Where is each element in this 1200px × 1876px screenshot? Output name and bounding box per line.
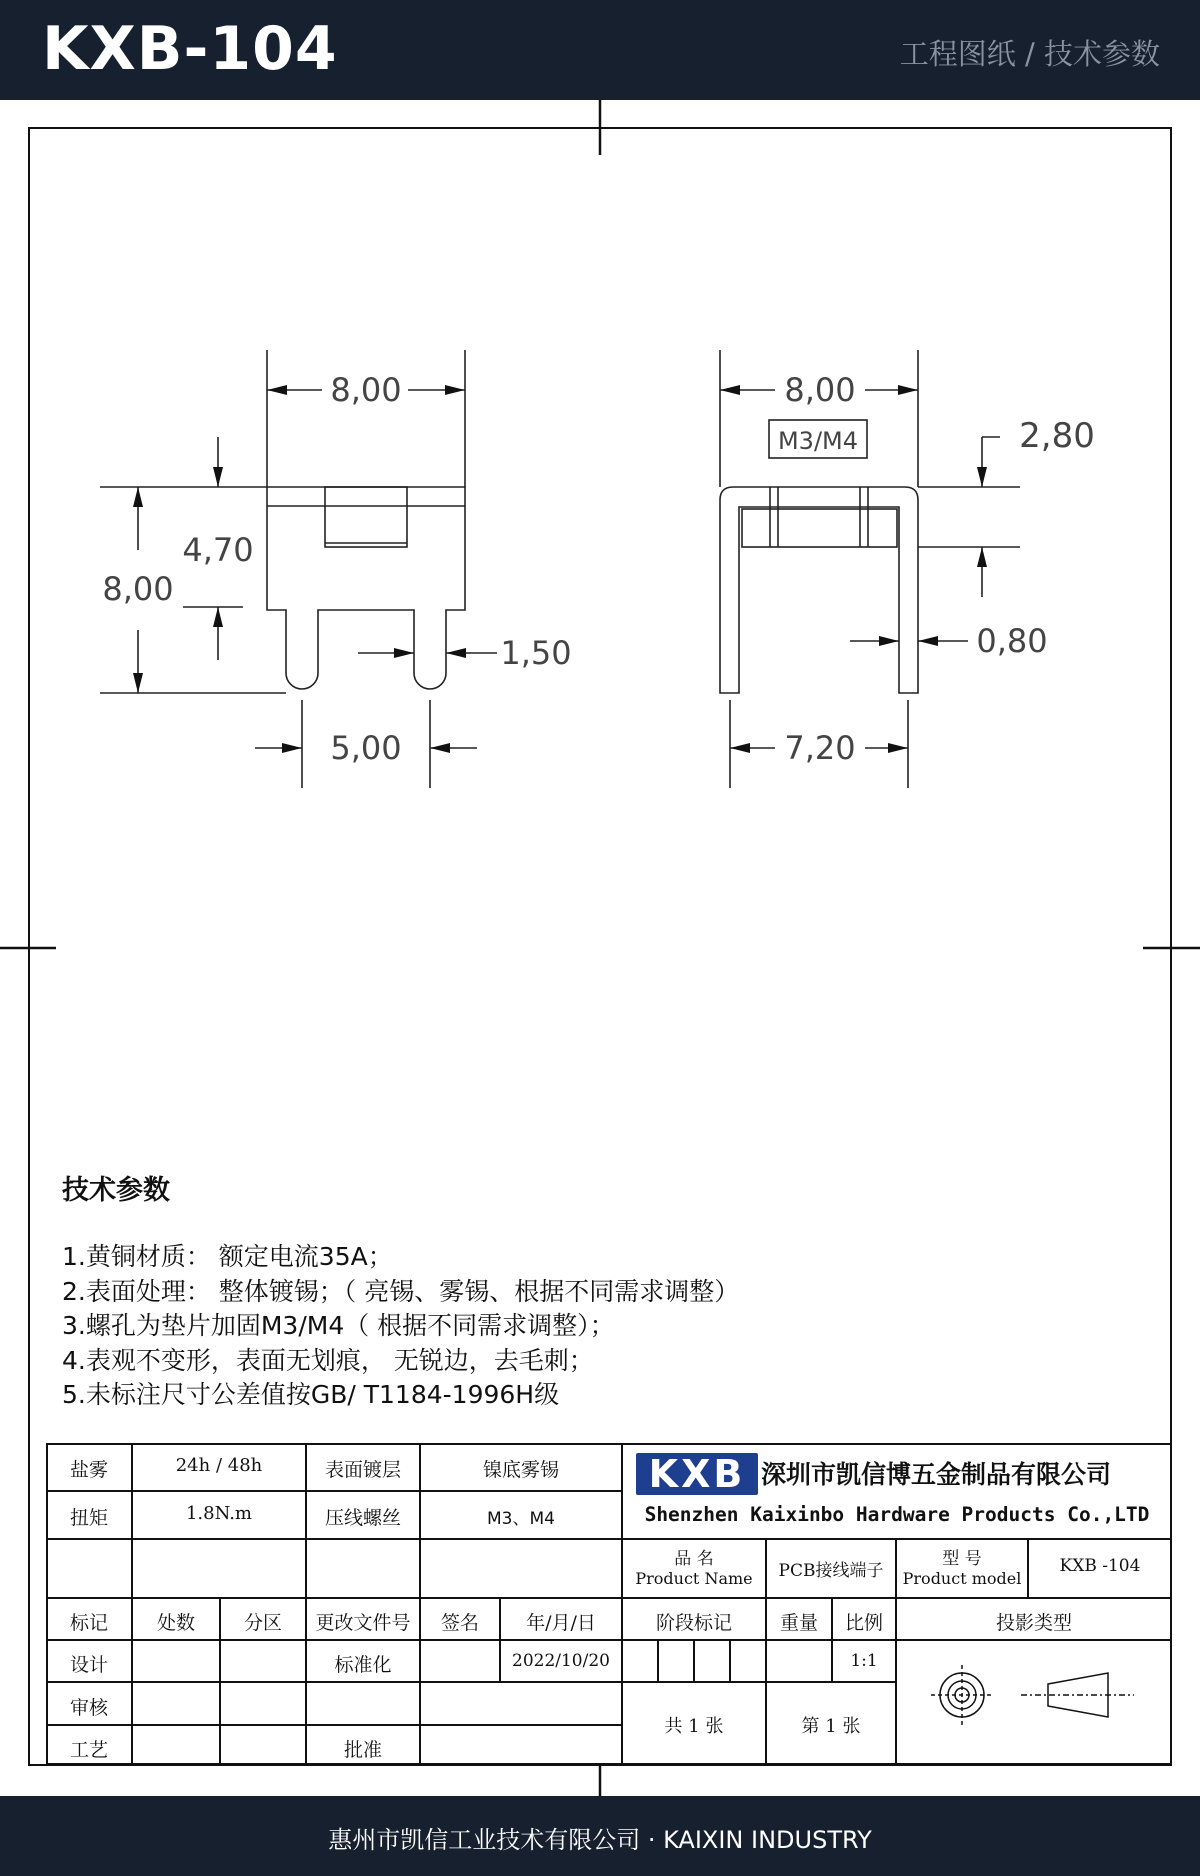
product-name-value: PCB接线端子 [778, 1561, 884, 1581]
arrowhead [213, 607, 223, 627]
dim-label-pin-gap: 1,50 [500, 634, 572, 672]
arrowhead [394, 648, 414, 658]
side-view-screw-band [742, 509, 897, 547]
salt-spray-label: 盐雾 [69, 1459, 108, 1481]
arrowhead [133, 487, 143, 507]
col-header-signature: 签名 [440, 1612, 479, 1634]
design-label: 设计 [69, 1654, 108, 1676]
col-header-mark: 标记 [69, 1612, 108, 1634]
arrowhead [888, 743, 908, 753]
spec-item: 2.表面处理： 整体镀锡；（ 亮锡、雾锡、根据不同需求调整） [62, 1276, 740, 1306]
specs-list [62, 1240, 739, 1413]
arrowhead [446, 648, 466, 658]
col-header-stage: 阶段标记 [655, 1612, 732, 1634]
col-header-projection: 投影类型 [995, 1612, 1072, 1634]
dim-label-top-offset: 2,80 [1019, 416, 1095, 456]
arrowhead [133, 673, 143, 693]
specs-title: 技术参数 [62, 1175, 170, 1206]
arrowhead [730, 743, 750, 753]
product-name-label-cn: 品 名 [674, 1549, 714, 1569]
dim-label-front-width: 8,00 [330, 371, 402, 409]
side-view-outer [720, 487, 918, 693]
footer-text: 惠州市凯信工业技术有限公司 · KAIXIN INDUSTRY [328, 1826, 872, 1854]
spec-item: 4.表观不变形，表面无划痕， 无锐边，去毛刺； [62, 1345, 594, 1375]
front-view [100, 350, 497, 788]
screw-label: 压线螺丝 [324, 1507, 401, 1529]
spec-item: 5.未标注尺寸公差值按GB/ T1184-1996H级 [62, 1380, 560, 1409]
total-sheets: 共 1 张 [664, 1716, 724, 1737]
torque-label: 扭矩 [69, 1507, 108, 1529]
front-view-slot [325, 487, 407, 547]
arrowhead [267, 385, 287, 395]
side-view-dimension-labels [778, 371, 1095, 767]
sheet-number: 第 1 张 [801, 1716, 861, 1737]
col-header-date: 年/月/日 [526, 1612, 596, 1634]
col-header-scale: 比例 [844, 1612, 883, 1634]
col-header-count: 处数 [156, 1612, 195, 1634]
dim-label-side-width: 8,00 [784, 371, 856, 409]
dim-label-bottom-width: 7,20 [784, 729, 856, 767]
arrowhead [720, 385, 740, 395]
spec-item: 1.黄铜材质： 额定电流35A； [62, 1242, 393, 1271]
review-label: 审核 [69, 1697, 108, 1719]
model-value: KXB -104 [1059, 1556, 1141, 1576]
arrowhead [977, 547, 987, 567]
arrowhead [977, 467, 987, 487]
plating-label: 表面镀层 [324, 1459, 401, 1481]
process-label: 工艺 [69, 1739, 108, 1761]
dim-label-front-height: 8,00 [102, 570, 174, 608]
product-name-label-en: Product Name [635, 1569, 753, 1588]
side-view [720, 350, 1020, 788]
product-title: KXB-104 [42, 14, 338, 84]
arrowhead [879, 636, 899, 646]
plating-value: 镍底雾锡 [482, 1459, 559, 1481]
header-subtitle: 工程图纸 / 技术参数 [899, 37, 1160, 71]
front-view-outline [267, 487, 465, 689]
arrowhead [898, 385, 918, 395]
date-value: 2022/10/20 [512, 1651, 610, 1671]
approve-label: 批准 [343, 1739, 382, 1761]
arrowhead [445, 385, 465, 395]
dim-label-pin-pitch: 5,00 [330, 729, 402, 767]
arrowhead [430, 743, 450, 753]
model-label-cn: 型 号 [942, 1549, 982, 1569]
spec-item: 3.螺孔为垫片加固M3/M4（ 根据不同需求调整）； [62, 1311, 615, 1340]
company-name-en: Shenzhen Kaixinbo Hardware Products Co.,LTD [644, 1503, 1150, 1526]
front-view-dimension-labels [102, 371, 571, 767]
company-logo-text: KXB [648, 1452, 746, 1496]
col-header-zone: 分区 [243, 1612, 282, 1634]
title-block-grid [46, 1443, 1172, 1765]
company-name-cn: 深圳市凯信博五金制品有限公司 [761, 1460, 1112, 1489]
arrowhead [918, 636, 938, 646]
torque-value: 1.8N.m [185, 1503, 252, 1524]
dim-label-thickness: 0,80 [976, 622, 1048, 660]
col-header-weight: 重量 [779, 1612, 818, 1634]
scale-value: 1:1 [850, 1651, 878, 1671]
title-block [46, 1443, 1172, 1765]
front-view-arrows [133, 385, 466, 753]
projection-symbol-icon [931, 1665, 1134, 1725]
dim-label-slot-depth: 4,70 [182, 531, 254, 569]
col-header-change-doc: 更改文件号 [315, 1612, 411, 1634]
header-bar [0, 0, 1200, 100]
standardization-label: 标准化 [334, 1654, 392, 1676]
salt-spray-value: 24h / 48h [175, 1455, 263, 1476]
company-logo [636, 1453, 758, 1495]
screw-value: M3、M4 [487, 1509, 555, 1529]
model-label-en: Product model [902, 1569, 1022, 1588]
footer-bar [0, 1796, 1200, 1876]
screw-label: M3/M4 [777, 427, 859, 455]
arrowhead [213, 467, 223, 487]
arrowhead [282, 743, 302, 753]
